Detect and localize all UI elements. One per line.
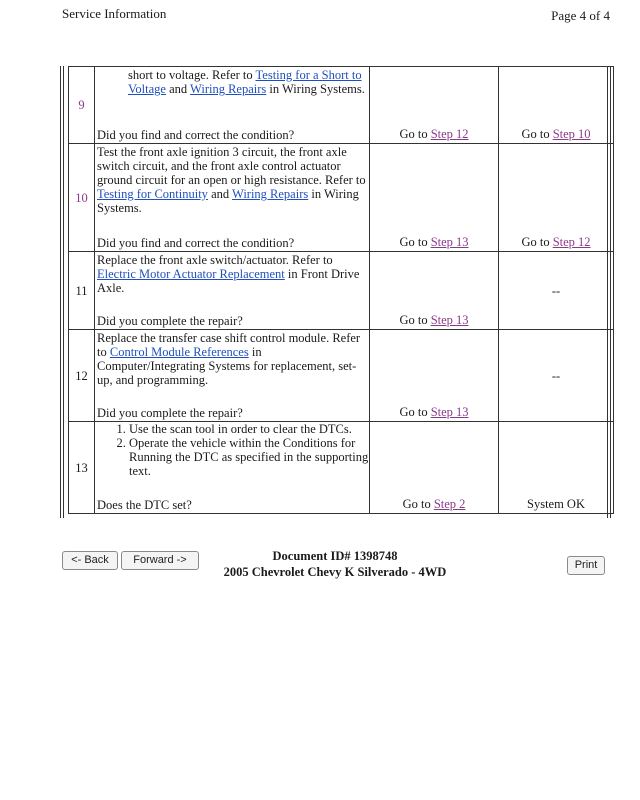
goto-step-link[interactable]: Step 12 [552,235,591,249]
no-cell [499,252,614,330]
yes-cell: Go to Step 13 [370,330,499,422]
yes-cell: Go to Step 2 [370,422,499,514]
step-action: Replace the front axle switch/actuator. Refer to Electric Motor Actuator Replacement in Front Drive Axle. Did you complete the repair? [95,252,370,330]
frame-line-outer-left [60,66,61,518]
diagnostic-steps-table [68,66,614,514]
link-testing-continuity[interactable]: Testing for Continuity [97,187,208,201]
goto-step-link[interactable]: Step 13 [430,235,469,249]
goto-step-link[interactable]: Step 13 [430,313,469,327]
no-cell [499,422,614,514]
page-indicator: Page 4 of 4 [551,8,610,23]
no-answer-text: -- [551,368,561,383]
step-number: 13 [69,422,95,514]
list-item: 1. Use the scan tool in order to clear the DTCs. [129,422,369,436]
no-answer-text: System OK [527,497,585,511]
yes-cell: Go to Step 12 [370,67,499,144]
step-row-10 [69,144,614,252]
step-number: 11 [69,252,95,330]
document-id: Document ID# 1398748 [272,549,398,563]
list-item: 2. Operate the vehicle within the Conditions for Running the DTC as specified in the supporting text. [129,436,369,478]
vehicle-title: 2005 Chevrolet Chevy K Silverado - 4WD [223,565,447,579]
goto-step-link[interactable]: Step 10 [552,127,591,141]
print-button[interactable]: Print [567,556,605,575]
goto-step-link[interactable]: Step 13 [430,405,469,419]
yes-cell: Go to Step 13 [370,144,499,252]
step-action: short to voltage. Refer to Testing for a Short to Voltage and Wiring Repairs in Wiring Systems. Did you find and correct the condition? [95,67,370,144]
step-question: Did you find and correct the condition? [97,128,295,142]
step-row-9 [69,67,614,144]
step-row-13 [69,422,614,514]
no-cell: Go to Step 10 [499,67,614,144]
step-question: Did you complete the repair? [97,314,243,328]
frame-line-inner-left [63,66,64,518]
forward-button[interactable]: Forward -> [121,551,199,570]
step-action [95,422,370,514]
step-row-11 [69,252,614,330]
step-row-12 [69,330,614,422]
no-cell [499,330,614,422]
step-question: Did you find and correct the condition? [97,236,295,250]
step-instructions-list [95,422,369,478]
no-cell: Go to Step 12 [499,144,614,252]
step-question: Did you complete the repair? [97,406,243,420]
step-question: Does the DTC set? [97,498,192,512]
back-button[interactable]: <- Back [62,551,118,570]
step-action: Test the front axle ignition 3 circuit, the front axle switch circuit, and the front axle control actuator ground circuit for an open or high resistance. Refer to Testing for Continuity and Wiring Repairs in Wiring Systems. Did you find and correct the condition? [95,144,370,252]
link-wiring-repairs[interactable]: Wiring Repairs [232,187,309,201]
no-answer-text: -- [551,283,561,298]
link-motor-actuator-replacement[interactable]: Electric Motor Actuator Replacement [97,267,285,281]
goto-step-link[interactable]: Step 2 [433,497,466,511]
goto-step-link[interactable]: Step 12 [430,127,469,141]
step-number: 12 [69,330,95,422]
step-number: 10 [69,144,95,252]
step-number: 9 [69,67,95,144]
link-control-module-references[interactable]: Control Module References [109,345,249,359]
yes-cell: Go to Step 13 [370,252,499,330]
header-section-title: Service Information [62,6,167,21]
link-testing-short-voltage[interactable]: Testing for a Short to Voltage [128,68,362,96]
link-wiring-repairs[interactable]: Wiring Repairs [190,82,267,96]
step-action: Replace the transfer case shift control module. Refer to Control Module References in Computer/Integrating Systems for replacement, set-up, and programming. Did you complete the repair? [95,330,370,422]
